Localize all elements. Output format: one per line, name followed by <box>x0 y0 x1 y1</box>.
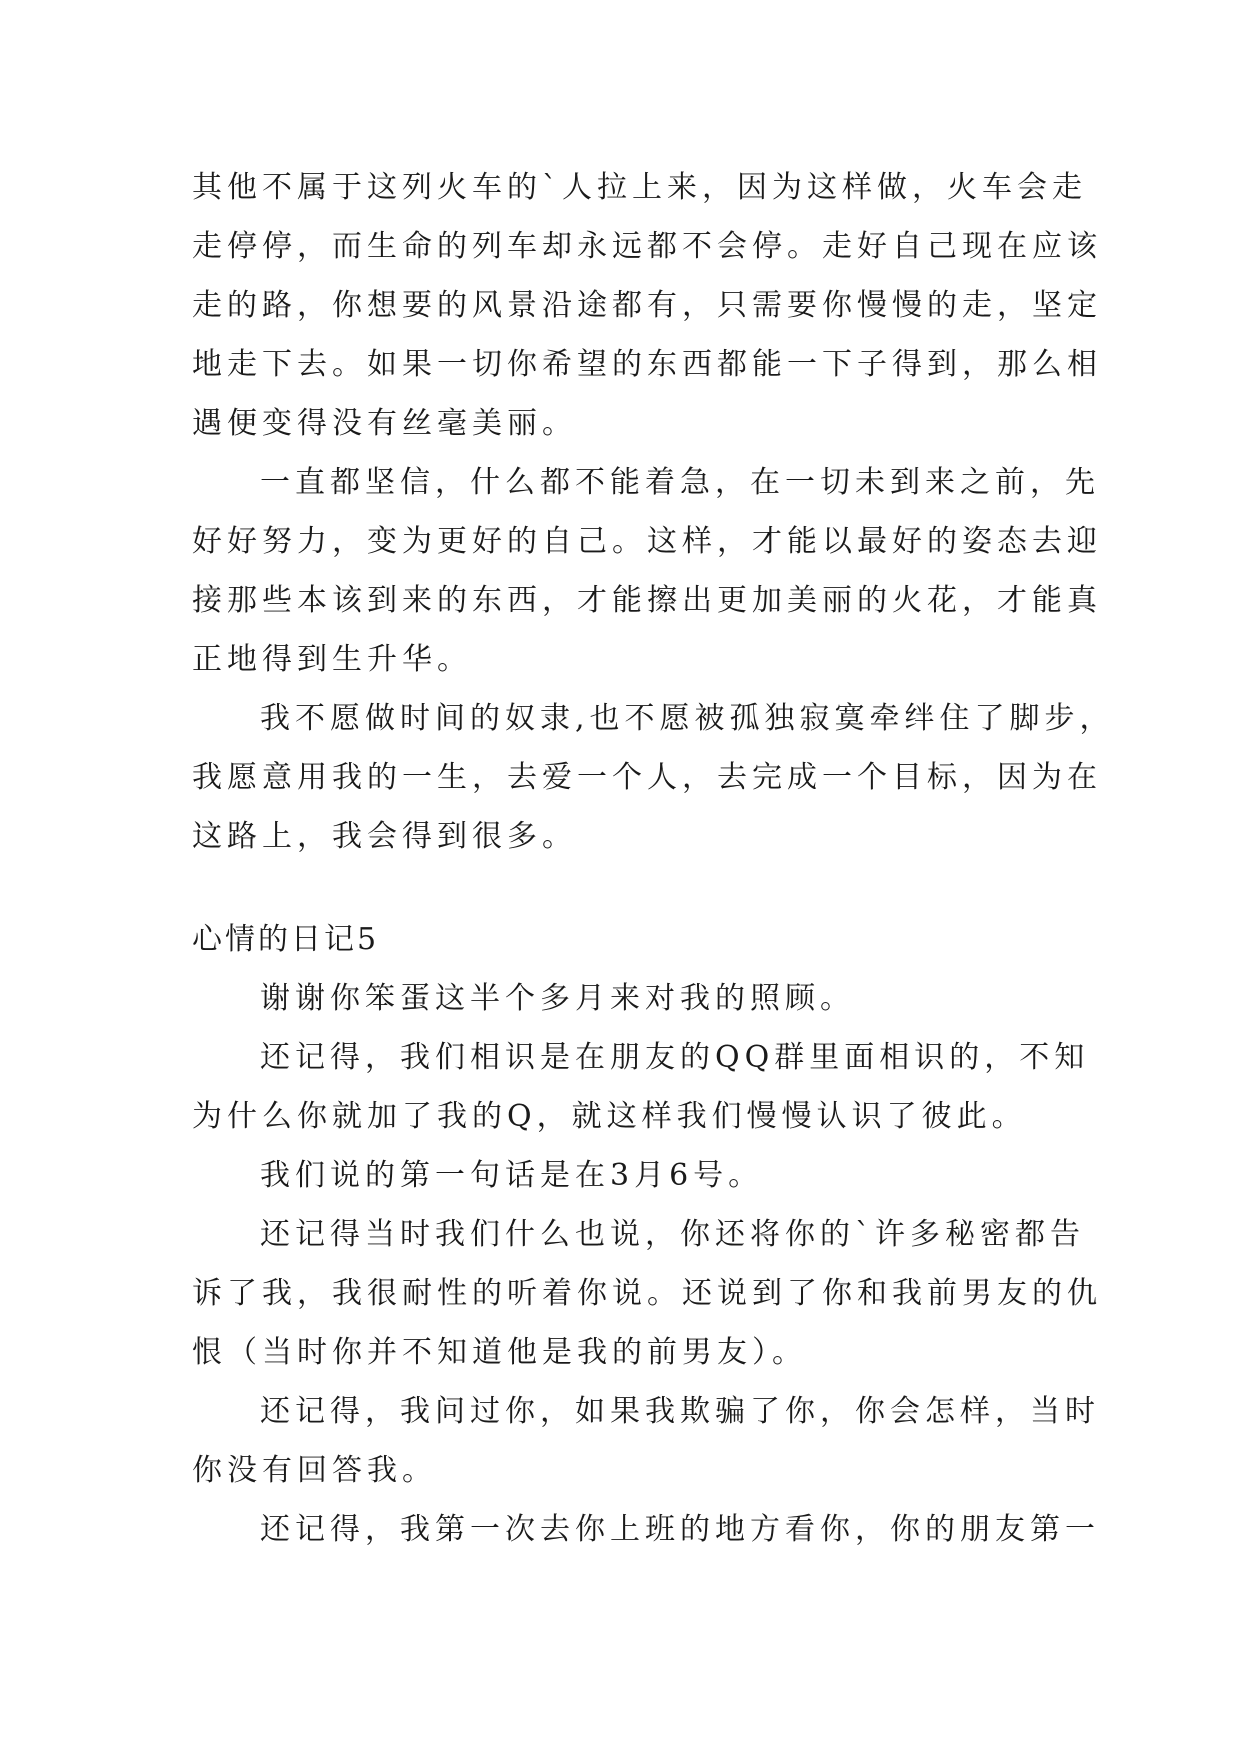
paragraph-line: 恨（当时你并不知道他是我的前男友）。 <box>192 1335 807 1370</box>
paragraph-line: 遇便变得没有丝毫美丽。 <box>192 406 577 441</box>
paragraph-line: 其他不属于这列火车的`人拉上来，因为这样做，火车会走 <box>192 170 1087 205</box>
paragraph-line: 我不愿做时间的奴隶,也不愿被孤独寂寞牵绊住了脚步， <box>260 701 1115 736</box>
paragraph-line: 谢谢你笨蛋这半个多月来对我的照顾。 <box>260 981 855 1016</box>
paragraph-line: 还记得当时我们什么也说，你还将你的`许多秘密都告 <box>260 1217 1085 1252</box>
paragraph-line: 地走下去。如果一切你希望的东西都能一下子得到，那么相 <box>192 347 1102 382</box>
paragraph-line: 还记得，我问过你，如果我欺骗了你，你会怎样，当时 <box>260 1394 1100 1429</box>
paragraph-line: 我愿意用我的一生，去爱一个人，去完成一个目标，因为在 <box>192 760 1102 795</box>
paragraph-line: 一直都坚信，什么都不能着急，在一切未到来之前，先 <box>260 465 1100 500</box>
paragraph-line: 接那些本该到来的东西，才能擦出更加美丽的火花，才能真 <box>192 583 1102 618</box>
section-title: 心情的日记5 <box>192 922 380 957</box>
paragraph-line: 你没有回答我。 <box>192 1453 437 1488</box>
diary-text-top <box>192 158 1115 866</box>
paragraph-line: 走停停，而生命的列车却永远都不会停。走好自己现在应该 <box>192 229 1102 264</box>
paragraph-line: 诉了我，我很耐性的听着你说。还说到了你和我前男友的仇 <box>192 1276 1102 1311</box>
paragraph-line: 还记得，我第一次去你上班的地方看你，你的朋友第一 <box>260 1512 1100 1547</box>
paragraph-line: 我们说的第一句话是在3月6号。 <box>260 1158 764 1193</box>
paragraph-line: 走的路，你想要的风景沿途都有，只需要你慢慢的走，坚定 <box>192 288 1102 323</box>
diary-text-bottom <box>192 969 1102 1559</box>
paragraph-line: 这路上，我会得到很多。 <box>192 819 577 854</box>
paragraph-line: 还记得，我们相识是在朋友的QQ群里面相识的，不知 <box>260 1040 1090 1075</box>
paragraph-line: 正地得到生升华。 <box>192 642 472 677</box>
paragraph-line: 为什么你就加了我的Q，就这样我们慢慢认识了彼此。 <box>192 1099 1027 1134</box>
paragraph-line: 好好努力，变为更好的自己。这样，才能以最好的姿态去迎 <box>192 524 1102 559</box>
